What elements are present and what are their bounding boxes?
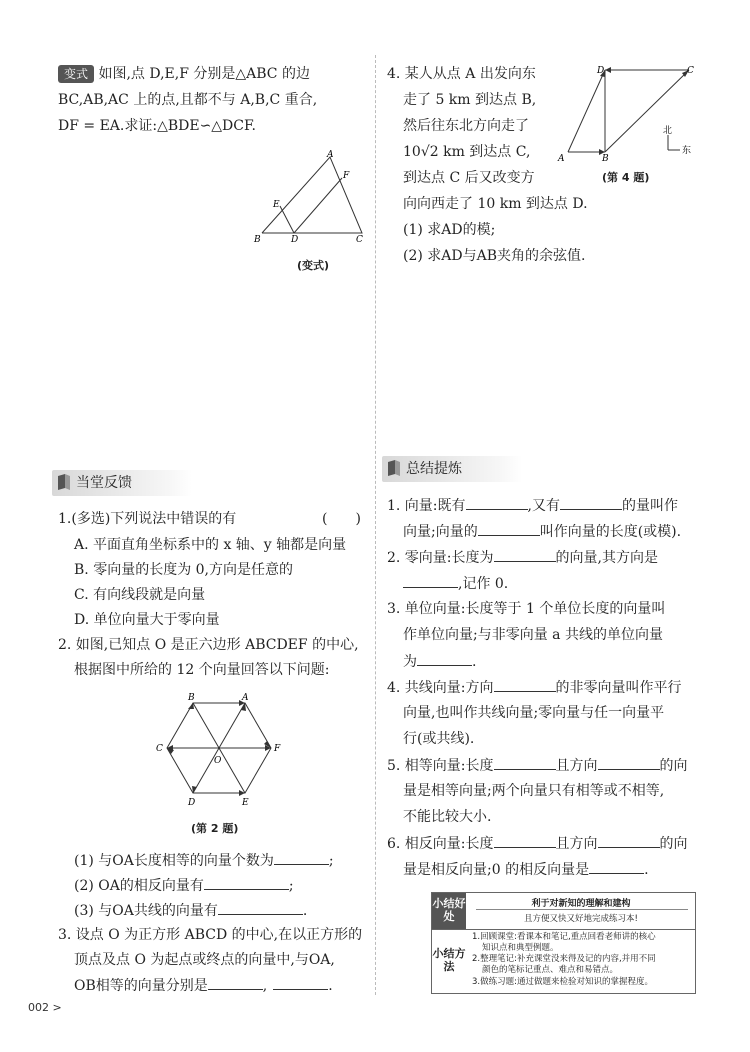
- q2-caption: (第 2 题): [191, 822, 239, 835]
- s2-blank1[interactable]: [494, 545, 556, 562]
- hex-label-f: F: [274, 744, 281, 754]
- summary-item-5-line1: [387, 753, 688, 778]
- q4-label-a: A: [558, 154, 565, 164]
- compass-east: 东: [682, 146, 692, 156]
- label-a: A: [327, 150, 334, 160]
- q1-option-d: D. 单位向量大于零向量: [74, 612, 220, 628]
- q2-line1: 2. 如图,已知点 O 是正六边形 ABCDEF 的中心,: [58, 637, 359, 653]
- q2-sub2-text: (2) OA的相反向量有: [74, 878, 204, 894]
- s1-a: 1. 向量:既有: [387, 498, 466, 514]
- s4-blank[interactable]: [494, 675, 556, 692]
- benefit-label: 小结好处: [432, 897, 466, 923]
- label-e: E: [273, 200, 280, 210]
- compass-north: 北: [663, 126, 673, 136]
- q4-line4: 10√2 km 到达点 C,: [403, 144, 531, 160]
- summary-item-3-line2: 作单位向量;与非零向量 a 共线的单位向量: [403, 627, 663, 643]
- q1-stem: 1.(多选)下列说法中错误的有: [58, 511, 237, 527]
- s3-a: 为: [403, 654, 417, 670]
- s5-a: 5. 相等向量:长度: [387, 758, 494, 774]
- s1-d: 向量;向量的: [403, 524, 478, 540]
- s2-a: 2. 零向量:长度为: [387, 550, 494, 566]
- book-icon: [56, 473, 72, 491]
- q4-line5: 到达点 C 后又改变方: [403, 170, 535, 186]
- q4-label-c: C: [687, 66, 694, 76]
- s6-e: .: [644, 862, 649, 878]
- s1-c: 的量叫作: [621, 498, 678, 514]
- q2-sub1-end: ;: [328, 853, 334, 869]
- segment-df: [294, 178, 342, 233]
- q2-sub3: [74, 898, 307, 923]
- benefit-rule: [476, 909, 688, 910]
- q4-label-b: B: [602, 154, 609, 164]
- q4-line6: 向向西走了 10 km 到达点 D.: [403, 196, 588, 212]
- s6-b: 且方向: [555, 836, 598, 852]
- s6-a: 6. 相反向量:长度: [387, 836, 494, 852]
- variant-triangle-figure: [250, 145, 375, 245]
- hex-label-a: A: [242, 693, 249, 703]
- q2-line2: 根据图中所给的 12 个向量回答以下问题:: [74, 662, 330, 678]
- s3-blank[interactable]: [417, 649, 472, 666]
- s4-b: 的非零向量叫作平行: [555, 680, 682, 696]
- summary-item-4-line2: 向量,也叫作共线向量;零向量与任一向量平: [403, 705, 665, 721]
- summary-item-2-line1: [387, 545, 658, 570]
- s1-blank3[interactable]: [478, 519, 540, 536]
- q3-line3-text: OB相等的向量分别是: [74, 978, 208, 994]
- benefit-sub: 且方便又快又好地完成练习本!: [524, 914, 638, 924]
- q3-line1: 3. 设点 O 为正方形 ABCD 的中心,在以正方形的: [58, 927, 363, 943]
- summary-item-3-line1: 3. 单位向量:长度等于 1 个单位长度的向量叫: [387, 601, 666, 617]
- s2-blank2[interactable]: [403, 571, 458, 588]
- s1-blank1[interactable]: [466, 493, 528, 510]
- label-d: D: [291, 235, 299, 245]
- q4-line1: 4. 某人从点 A 出发向东: [387, 66, 536, 82]
- s1-b: ,又有: [527, 498, 560, 514]
- s2-b: 的向量,其方向是: [555, 550, 658, 566]
- q4-line3: 然后往东北方向走了: [403, 118, 529, 134]
- q3-blank1[interactable]: [208, 973, 263, 990]
- s2-c: ,记作 0.: [458, 576, 509, 592]
- s5-c: 的向: [659, 758, 688, 774]
- q1-option-a: A. 平面直角坐标系中的 x 轴、y 轴都是向量: [74, 537, 347, 553]
- benefit-title: 利于对新知的理解和建构: [531, 899, 631, 909]
- q3-blank2[interactable]: [273, 973, 328, 990]
- q2-sub2-end: ;: [288, 878, 294, 894]
- q3-line3: [74, 973, 333, 998]
- q4-line7: (1) 求AD的模;: [403, 222, 496, 238]
- q3-end: .: [328, 978, 333, 994]
- variant-line3: DF = EA.求证:△BDE∽△DCF.: [58, 118, 256, 134]
- q4-line8: (2) 求AD与AB夹角的余弦值.: [403, 248, 586, 264]
- summary-item-1-line2: [403, 519, 681, 544]
- s5-blank1[interactable]: [494, 753, 556, 770]
- method-2b: 颜色的笔标记重点、难点和易错点。: [482, 965, 619, 975]
- s6-blank3[interactable]: [589, 857, 644, 874]
- hex-label-o: O: [214, 756, 222, 766]
- q4-line2: 走了 5 km 到达点 B,: [403, 92, 537, 108]
- q4-figure: [556, 60, 696, 170]
- hex-label-d: D: [188, 798, 196, 808]
- column-divider: [375, 55, 376, 995]
- variant-line1: [58, 62, 310, 86]
- s6-blank2[interactable]: [598, 831, 660, 848]
- q1-paren: ( ): [322, 511, 361, 527]
- summary-item-6-line2: [403, 857, 649, 882]
- s5-blank2[interactable]: [598, 753, 660, 770]
- s4-a: 4. 共线向量:方向: [387, 680, 494, 696]
- summary-item-5-line3: 不能比较大小.: [403, 809, 492, 825]
- benefit-label-bg: [432, 893, 466, 929]
- summary-tip-box: [431, 892, 696, 994]
- page-number: 002 >: [28, 1001, 62, 1014]
- label-b: B: [254, 235, 261, 245]
- summary-item-4-line3: 行(或共线).: [403, 731, 475, 747]
- book-icon: [386, 459, 402, 477]
- q1-option-b: B. 零向量的长度为 0,方向是任意的: [74, 562, 293, 578]
- summary-title: 总结提炼: [406, 461, 462, 477]
- variant-tag: 变式: [58, 65, 94, 83]
- summary-item-2-line2: [403, 571, 508, 596]
- q2-sub3-text: (3) 与OA共线的向量有: [74, 903, 218, 919]
- s1-e: 叫作向量的长度(或模).: [539, 524, 682, 540]
- summary-item-6-line1: [387, 831, 688, 856]
- s5-b: 且方向: [555, 758, 598, 774]
- feedback-section-header: [52, 470, 192, 496]
- feedback-title: 当堂反馈: [76, 475, 132, 491]
- s1-blank2[interactable]: [560, 493, 622, 510]
- variant-caption: (变式): [297, 259, 330, 272]
- hex-label-b: B: [188, 693, 195, 703]
- q4-label-d: D: [597, 66, 605, 76]
- summary-item-5-line2: 量是相等向量;两个向量只有相等或不相等,: [403, 783, 665, 799]
- summary-section-header: [382, 456, 522, 482]
- hex-label-e: E: [242, 798, 249, 808]
- q2-sub1: [74, 848, 334, 873]
- s6-c: 的向: [659, 836, 688, 852]
- q3-sep: ,: [262, 978, 268, 994]
- s6-d: 量是相反向量;0 的相反向量是: [403, 862, 590, 878]
- variant-line2: BC,AB,AC 上的点,且都不与 A,B,C 重合,: [58, 92, 318, 108]
- hexagon-figure: [150, 690, 290, 810]
- summary-item-4-line1: [387, 675, 682, 700]
- s6-blank1[interactable]: [494, 831, 556, 848]
- variant-text1: 如图,点 D,E,F 分别是△ABC 的边: [98, 66, 310, 82]
- label-f: F: [343, 171, 350, 181]
- summary-item-3-line3: [403, 649, 476, 674]
- hex-label-c: C: [156, 744, 163, 754]
- q2-sub2: [74, 873, 294, 898]
- method-1b: 知识点和典型例题。: [482, 943, 559, 953]
- q2-sub1-text: (1) 与OA长度相等的向量个数为: [74, 853, 274, 869]
- method-3: 3.做练习题:通过做题来检验对知识的掌握程度。: [472, 977, 653, 987]
- summary-item-1-line1: [387, 493, 678, 518]
- q2-sub2-blank[interactable]: [204, 873, 289, 890]
- method-label: 小结方法: [432, 947, 466, 973]
- q2-sub3-end: .: [302, 903, 308, 919]
- q2-sub1-blank[interactable]: [274, 848, 329, 865]
- label-c: C: [356, 235, 363, 245]
- q1-option-c: C. 有向线段就是向量: [74, 587, 206, 603]
- q4-caption: (第 4 题): [602, 171, 650, 184]
- q2-sub3-blank[interactable]: [218, 898, 303, 915]
- method-1: 1.回顾课堂:看课本和笔记,重点回看老师讲的核心: [472, 932, 656, 942]
- s3-b: .: [472, 654, 477, 670]
- method-2: 2.整理笔记:补充课堂没来得及记的内容,并用不同: [472, 954, 656, 964]
- q3-line2: 顶点及点 O 为起点或终点的向量中,与OA,: [74, 952, 335, 968]
- segment-de: [280, 206, 294, 233]
- box-divider: [432, 929, 695, 930]
